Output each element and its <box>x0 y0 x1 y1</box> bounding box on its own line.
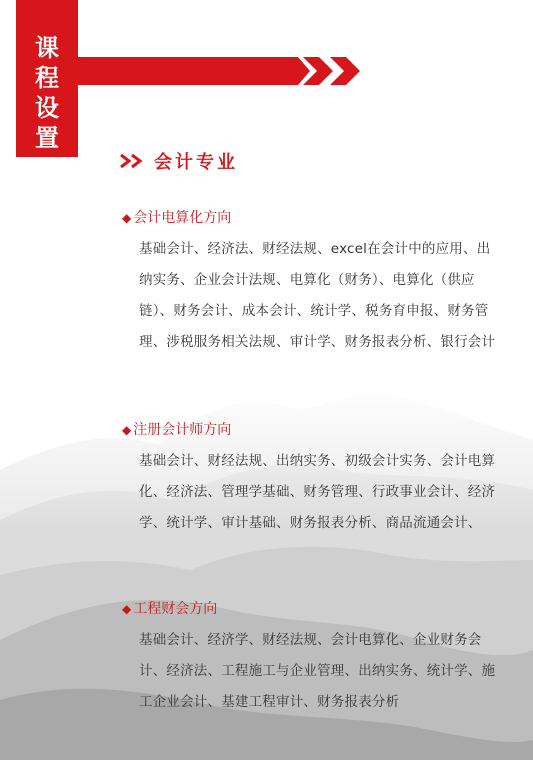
direction-block-computerized <box>122 208 507 358</box>
course-list: 基础会计、经济学、财经法规、会计电算化、企业财务会计、经济法、工程施工与企业管理、出纳实务、统计学、施工企业会计、基建工程审计、财务报表分析 <box>139 632 496 710</box>
direction-title <box>122 208 507 228</box>
major-heading <box>120 148 238 174</box>
diamond-bullet-icon: ◆ <box>122 602 132 616</box>
course-settings-title <box>16 33 78 153</box>
direction-title-text: 工程财会方向 <box>133 601 218 617</box>
title-char-4: 置 <box>35 123 59 152</box>
direction-title <box>122 420 507 440</box>
direction-title <box>122 599 507 619</box>
double-chevron-right-icon <box>120 153 146 169</box>
title-char-1: 课 <box>35 33 59 62</box>
course-list: 基础会计、经济法、财经法规、excel在会计中的应用、出纳实务、企业会计法规、电算化（财务）、电算化（供应链）、财务会计、成本会计、统计学、税务育申报、财务管理、涉税服务相关法规、审计学、财务报表分析、银行会计 <box>139 241 496 350</box>
diamond-bullet-icon: ◆ <box>122 423 132 437</box>
major-title: 会计专业 <box>154 152 238 173</box>
title-char-3: 设 <box>35 93 59 122</box>
course-list: 基础会计、财经法规、出纳实务、初级会计实务、会计电算化、经济法、管理学基础、财务管理、行政事业会计、经济学、统计学、审计基础、财务报表分析、商品流通会计、 <box>139 453 496 531</box>
direction-title-text: 会计电算化方向 <box>133 210 232 226</box>
direction-title-text: 注册会计师方向 <box>133 422 232 438</box>
direction-block-engineering <box>122 599 507 718</box>
course-settings-tab <box>16 0 78 157</box>
title-char-2: 程 <box>35 63 59 92</box>
direction-block-cpa <box>122 420 507 539</box>
red-arrow-banner <box>78 51 368 91</box>
diamond-bullet-icon: ◆ <box>122 211 132 225</box>
